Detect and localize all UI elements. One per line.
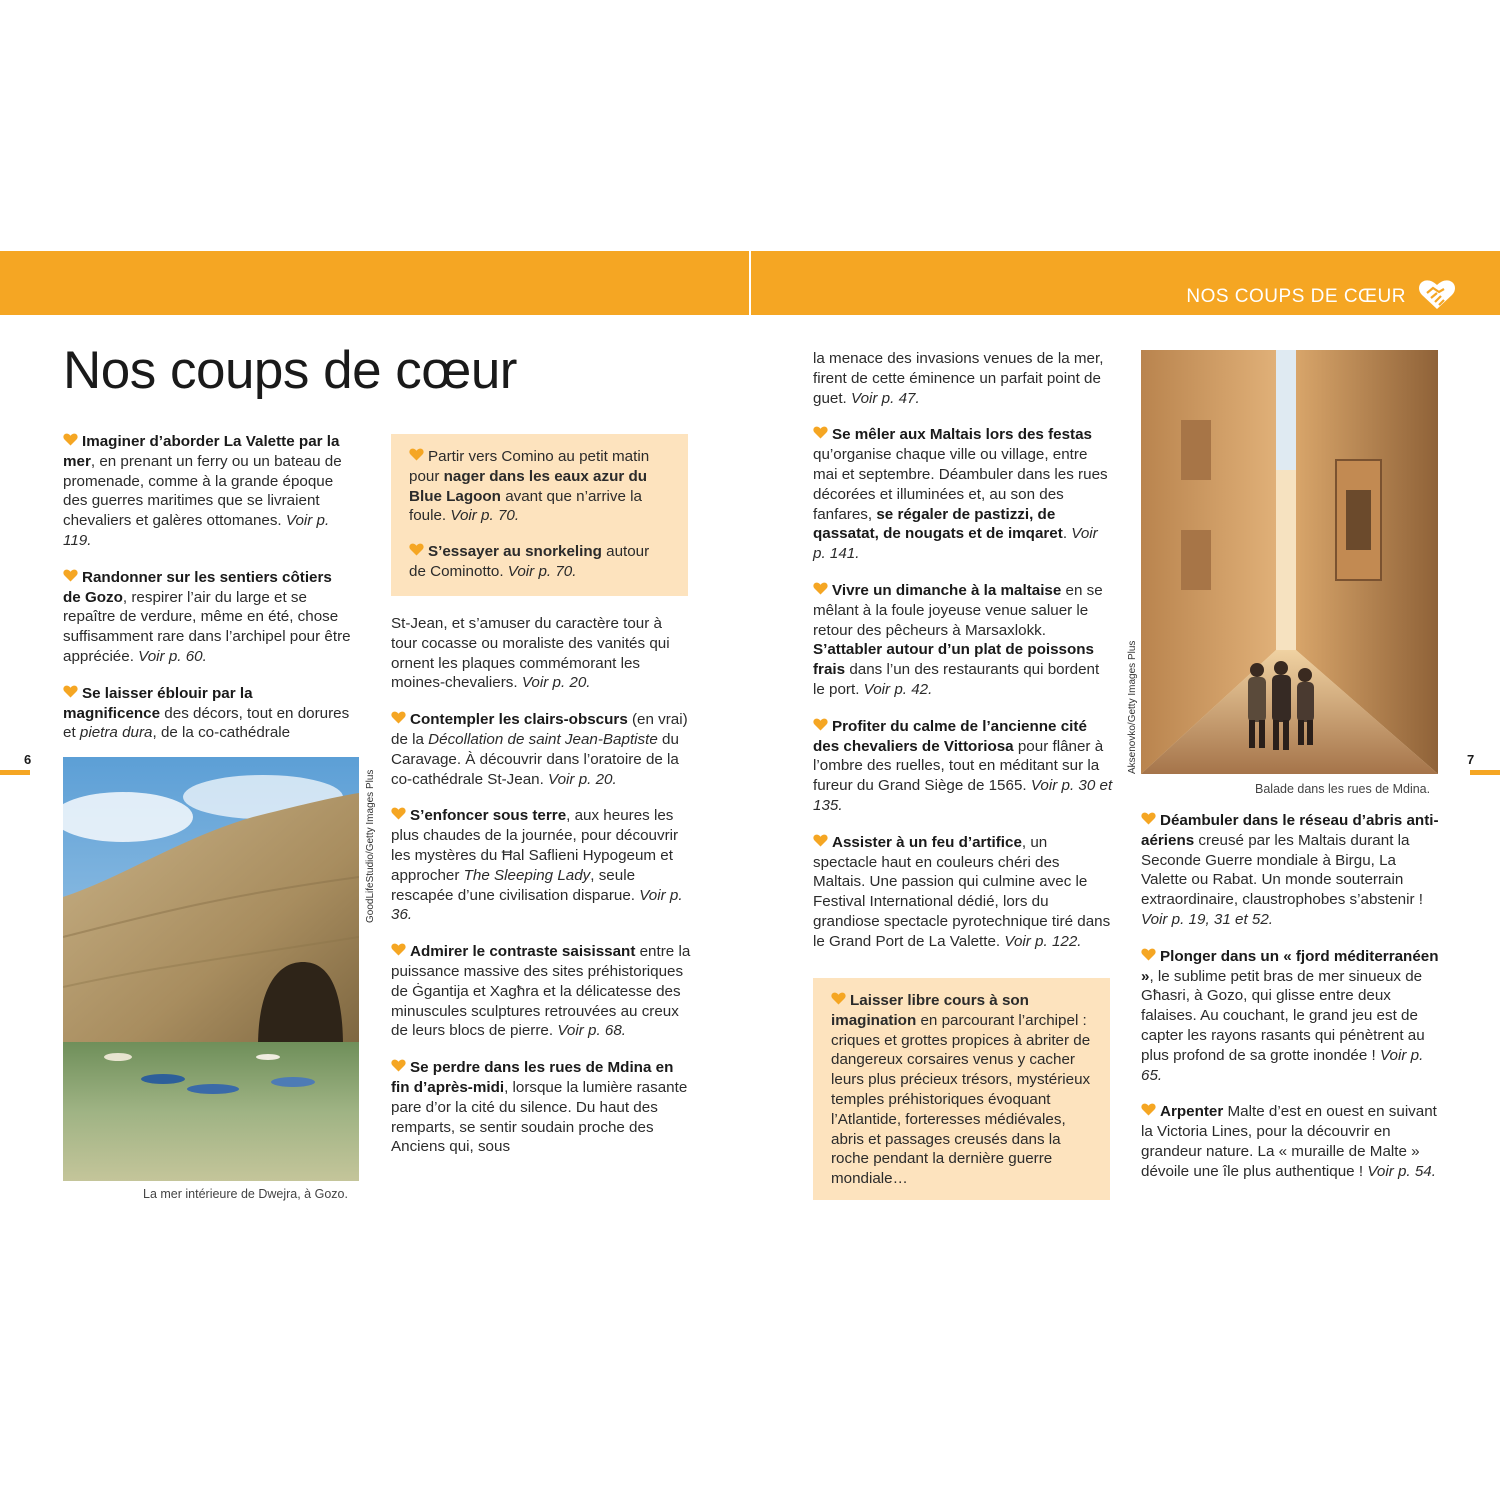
list-item: Se laisser éblouir par la magnificence des décors, tout en dorures et pietra dura, de la co-cathédrale: [63, 684, 350, 742]
list-item: Se mêler aux Maltais lors des festas qu’organise chaque ville ou village, entre mai et septembre. Déambuler dans les rues décorées et illuminées et, au son des fanfares, se régaler de pastizzi, de qassatat, de nougats et de imqaret. Voir p. 141.: [813, 426, 1108, 563]
column-1: [63, 432, 353, 760]
heart-icon: [1141, 1103, 1156, 1116]
heart-icon: [63, 433, 78, 446]
list-item: Profiter du calme de l’ancienne cité des chevaliers de Vittoriosa pour flâner à l’ombre des ruelles, tout en méditant sur la fureur du Grand Siège de 1565. Voir p. 30 et 135.: [813, 717, 1113, 814]
heart-icon: [813, 718, 828, 731]
photo-caption: Balade dans les rues de Mdina.: [1255, 782, 1431, 796]
column-4: [1141, 811, 1441, 1199]
list-item: Partir vers Comino au petit matin pour nager dans les eaux azur du Blue Lagoon avant que n’arrive la foule. Voir p. 70.: [409, 448, 650, 525]
list-item: St-Jean, et s’amuser du caractère tour à tour cocasse ou moraliste des vanités qui ornent les plaques commémorant les moines-chevaliers. Voir p. 20.: [391, 615, 670, 692]
heart-icon: [813, 426, 828, 439]
list-item: Se perdre dans les rues de Mdina en fin d’après-midi, lorsque la lumière rasante pare d’or la cité du silence. Du haut des remparts, se sentir soudain proche des Anciens qui, sous: [391, 1059, 688, 1156]
heart-icon: [391, 1059, 406, 1072]
column-3: [813, 349, 1113, 969]
photo-dwejra: [63, 757, 359, 1181]
list-item: la menace des invasions venues de la mer, firent de cette éminence un parfait point de guet. Voir p. 47.: [813, 350, 1104, 407]
list-item: Assister à un feu d’artifice, un spectacle haut en couleurs chéri des Maltais. Une passion qui culmine avec le Festival International dédié, lors du grandiose spectacle pyrotechnique tiré dans le Grand Port de La Valette. Voir p. 122.: [813, 833, 1111, 950]
page-number-right: 7: [1467, 752, 1475, 767]
running-title: NOS COUPS DE CŒUR: [1186, 286, 1406, 307]
heart-icon: [409, 448, 424, 461]
heart-icon: [1141, 812, 1156, 825]
list-item: Imaginer d’aborder La Valette par la mer, en prenant un ferry ou un bateau de promenade, comme à la grande époque des guerres maritimes que se livraient chevaliers et galères ottomanes. Voir p. 119.: [63, 433, 342, 549]
heart-icon: [391, 807, 406, 820]
list-item: Admirer le contraste saisissant entre la puissance massive des sites préhistoriques de Ġgantija et Xagħra et la délicatesse des minuscules sculptures retrouvées au creux de leurs blocs de pierre. Voir p. 68.: [391, 943, 691, 1040]
list-item: Vivre un dimanche à la maltaise en se mêlant à la foule joyeuse venue saluer le retour des pêcheurs à Marsaxlokk. S’attabler autour d’un plat de poissons frais dans l’un des restaurants qui bordent le port. Voir p. 42.: [813, 581, 1103, 698]
column-2: [391, 614, 691, 1174]
heart-icon: [831, 992, 846, 1005]
heart-icon: [1141, 948, 1156, 961]
list-item: Arpenter Malte d’est en ouest en suivant la Victoria Lines, pour la découvrir en grandeur nature. La « muraille de Malte » dévoile une île plus authentique ! Voir p. 54.: [1141, 1103, 1437, 1180]
photo-credit: GoodLifeStudio/Getty Images Plus: [365, 769, 376, 923]
heart-icon: [813, 834, 828, 847]
heart-icon: [63, 685, 78, 698]
heart-icon: [813, 582, 828, 595]
heart-handshake-icon: [1418, 279, 1456, 311]
header-band-left: [0, 251, 749, 315]
page-tick-right: [1470, 770, 1500, 775]
list-item: Randonner sur les sentiers côtiers de Gozo, respirer l’air du large et se repaître de verdure, même en été, chose suffisamment rare dans l’archipel pour être appréciée. Voir p. 60.: [63, 568, 351, 665]
list-item: S’essayer au snorkeling autour de Cominotto. Voir p. 70.: [409, 543, 650, 580]
list-item: Plonger dans un « fjord méditerranéen », le sublime petit bras de mer sinueux de Għasri, à Gozo, qui glisse entre deux falaises. Au couchant, le grand jeu est de capter les rayons rasants qui pénètrent au plus profond de sa grotte inondée ! Voir p. 65.: [1141, 947, 1439, 1084]
heart-icon: [63, 569, 78, 582]
list-item: S’enfoncer sous terre, aux heures les plus chaudes de la journée, pour découvrir les mystères du Ħal Saflieni Hypogeum et approcher The Sleeping Lady, seule rescapée d’une civilisation disparue. Voir p. 36.: [391, 807, 683, 924]
photo-mdina: [1141, 350, 1438, 774]
page-title: Nos coups de cœur: [63, 341, 517, 400]
photo-caption: La mer intérieure de Dwejra, à Gozo.: [143, 1187, 348, 1201]
page-number-left: 6: [24, 752, 32, 767]
page-tick-left: [0, 770, 30, 775]
heart-icon: [391, 943, 406, 956]
list-item: Déambuler dans le réseau d’abris anti-aériens creusé par les Maltais durant la Seconde Guerre mondiale à Birgu, La Valette ou Rabat. Un monde souterrain extraordinaire, claustrophobes s’abstenir ! Voir p. 19, 31 et 52.: [1141, 812, 1439, 928]
heart-icon: [391, 711, 406, 724]
photo-credit: Aksenovko/Getty Images Plus: [1127, 640, 1138, 774]
list-item: Contempler les clairs-obscurs (en vrai) de la Décollation de saint Jean-Baptiste du Caravage. À découvrir dans l’oratoire de la co-cathédrale St-Jean. Voir p. 20.: [391, 711, 688, 788]
heart-icon: [409, 543, 424, 556]
highlight-box: [391, 434, 688, 596]
highlight-box: [813, 978, 1110, 1200]
list-item: Laisser libre cours à son imagination en parcourant l’archipel : criques et grottes propices à abriter de dangereux corsaires venus y cacher leurs plus précieux trésors, mystérieux temples préhistoriques évoquant l’Atlantide, forteresses médiévales, abris et passages creusés dans la roche pendant la dernière guerre mondiale…: [831, 992, 1091, 1188]
